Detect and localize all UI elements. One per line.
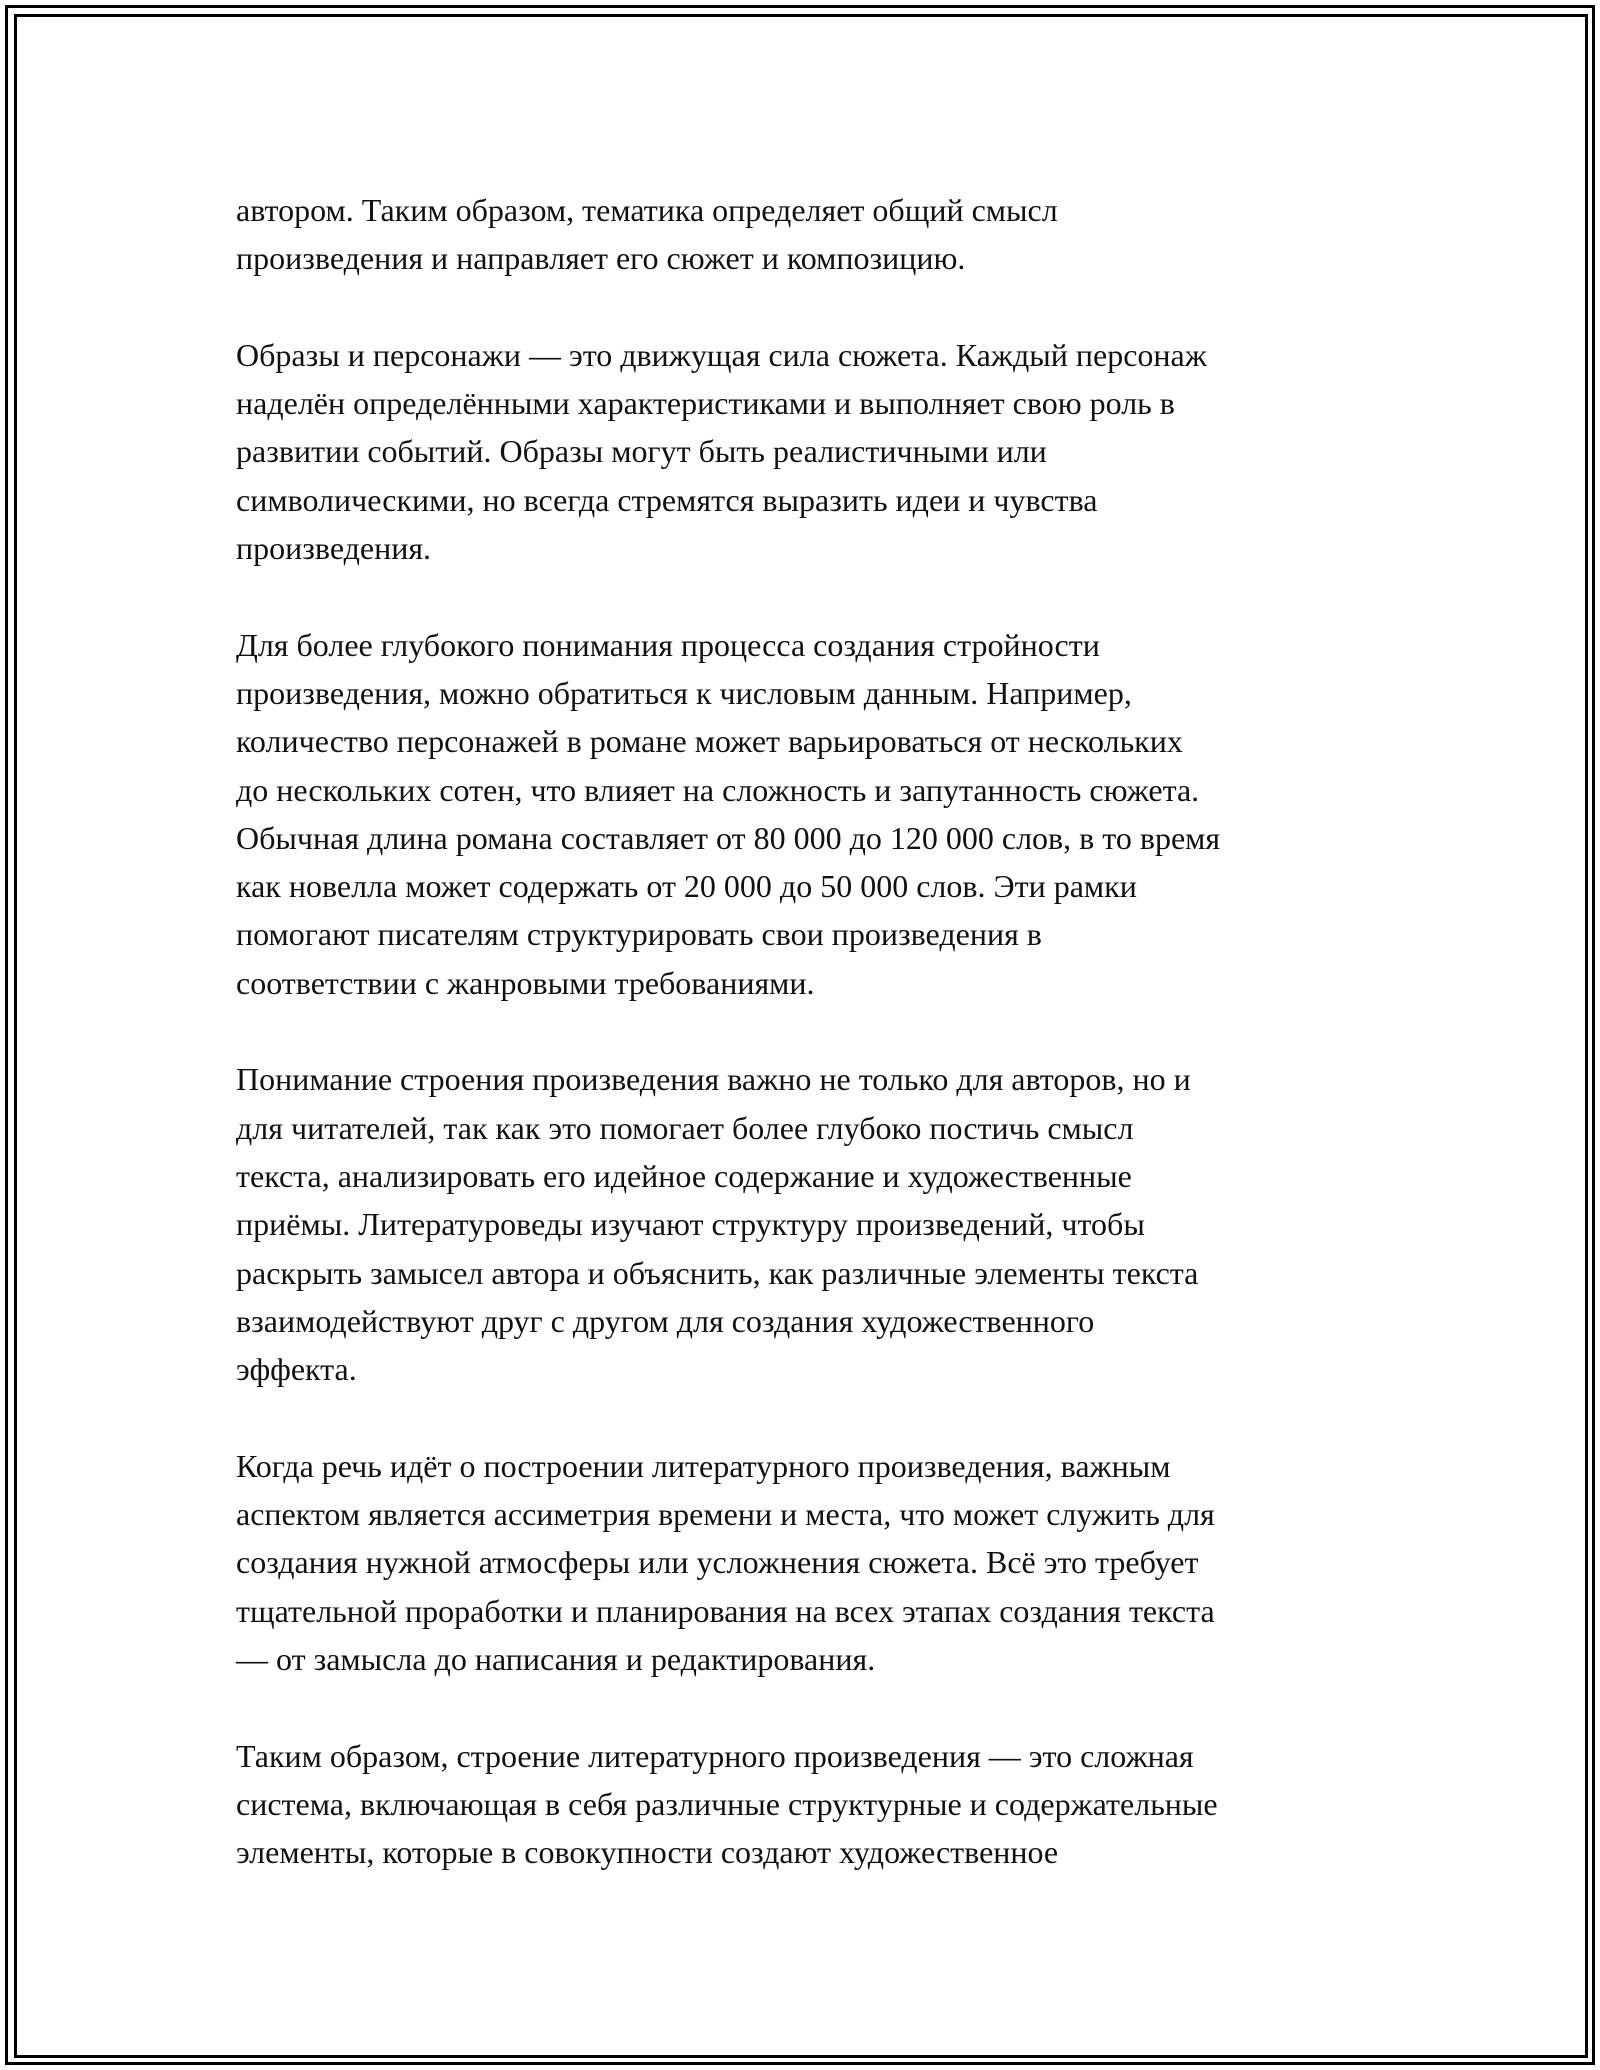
paragraph-1 [236,186,1386,283]
text-line: приёмы. Литературоведы изучают структуру произведений, чтобы [236,1206,1145,1243]
text-line: автором. Таким образом, тематика определяет общий смысл [236,192,1058,228]
text-line: аспектом является ассиметрия времени и места, что может служить для [236,1496,1215,1533]
text-line: — от замысла до написания и редактирования. [236,1640,876,1677]
text-line: Образы и персонажи — это движущая сила сюжета. Каждый персонаж [236,336,1207,373]
text-line: символическими, но всегда стремятся выразить идеи и чувства [236,481,1098,518]
paragraph-4 [236,1055,1386,1393]
text-line: взаимодействуют друг с другом для создания художественного [236,1302,1095,1339]
text-line: как новелла может содержать от 20 000 до 50 000 слов. Эти рамки [236,868,1137,905]
text-line: Обычная длина романа составляет от 80 000 до 120 000 слов, в то время [236,819,1221,856]
text-line: система, включающая в себя различные структурные и содержательные [236,1785,1218,1822]
text-line: Таким образом, строение литературного произведения — это сложная [236,1737,1194,1774]
text-line: текста, анализировать его идейное содержание и художественные [236,1157,1132,1194]
text-line: тщательной проработки и планирования на всех этапах создания текста [236,1592,1215,1629]
text-line: помогают писателям структурировать свои произведения в [236,916,1042,953]
text-line: произведения и направляет его сюжет и композицию. [236,240,966,277]
text-line: наделён определёнными характеристиками и выполняет свою роль в [236,385,1175,422]
text-line: раскрыть замысел автора и объяснить, как различные элементы текста [236,1254,1199,1291]
text-line: Понимание строения произведения важно не только для авторов, но и [236,1061,1191,1098]
text-line: произведения. [236,530,432,567]
text-line: Когда речь идёт о построении литературного произведения, важным [236,1447,1171,1484]
text-line: количество персонажей в романе может варьироваться от нескольких [236,723,1183,760]
paragraph-6 [236,1732,1386,1877]
text-line: до нескольких сотен, что влияет на сложность и запутанность сюжета. [236,771,1200,808]
paragraph-2 [236,331,1386,572]
document-body [236,186,1386,1876]
text-line: Для более глубокого понимания процесса создания стройности [236,626,1100,663]
text-line: произведения, можно обратиться к числовым данным. Например, [236,674,1132,711]
text-line: эффекта. [236,1351,357,1388]
text-line: соответствии с жанровыми требованиями. [236,964,815,1001]
text-line: элементы, которые в совокупности создают художественное [236,1834,1059,1871]
paragraph-5 [236,1442,1386,1683]
text-line: развитии событий. Образы могут быть реалистичными или [236,433,1047,470]
text-line: для читателей, так как это помогает более глубоко постичь смысл [236,1109,1134,1146]
paragraph-3 [236,621,1386,1007]
text-line: создания нужной атмосферы или усложнения сюжета. Всё это требует [236,1544,1199,1581]
